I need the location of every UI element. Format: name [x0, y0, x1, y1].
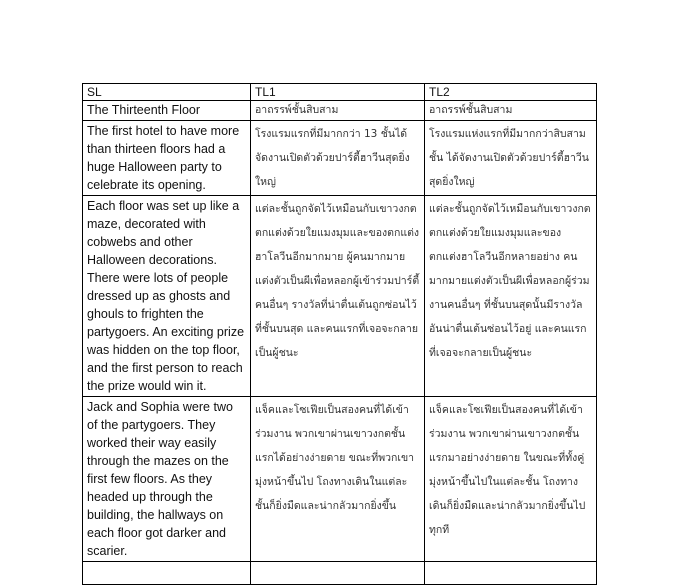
- sl-cell: The first hotel to have more than thirteen floors had a huge Halloween party to celebrate its opening.: [83, 121, 251, 196]
- tl1-cell: โรงแรมแรกที่มีมากกว่า 13 ชั้นได้จัดงานเปิดตัวด้วยปาร์ตี้ฮาวีนสุดยิ่งใหญ่: [251, 121, 425, 196]
- table-row: [83, 397, 597, 562]
- header-tl2: TL2: [425, 84, 597, 101]
- sl-cell: Jack and Sophia were two of the partygoers. They worked their way easily through the mazes on the first few floors. As they headed up through the building, the hallways on each floor got darker and scarier.: [83, 397, 251, 562]
- tl2-cell: อาถรรพ์ชั้นสิบสาม: [425, 101, 597, 121]
- header-sl: SL: [83, 84, 251, 101]
- header-row: [83, 84, 597, 101]
- table-row: [83, 196, 597, 397]
- table-row: [83, 121, 597, 196]
- sl-cell: Each floor was set up like a maze, decorated with cobwebs and other Halloween decorations. There were lots of people dressed up as ghosts and ghouls to frighten the partygoers. An exciting prize was hidden on the top floor, and the first person to reach the prize would win it.: [83, 196, 251, 397]
- tl2-cell: โรงแรมแห่งแรกที่มีมากกว่าสิบสามชั้น ได้จัดงานเปิดตัวด้วยปาร์ตี้ฮาวีนสุดยิ่งใหญ่: [425, 121, 597, 196]
- tl2-cell: แจ็คและโซเฟียเป็นสองคนที่ได้เข้าร่วมงาน พวกเขาผ่านเขาวงกตชั้นแรกมาอย่างง่ายดาย ในขณะที่ทั้งคู่มุ่งหน้าขึ้นไปในแต่ละชั้น โถงทางเดินก็ยิ่งมืดและน่ากลัวมากยิ่งขึ้นไปทุกที: [425, 397, 597, 562]
- table-row-partial: [83, 562, 597, 585]
- empty-cell: [83, 562, 251, 585]
- empty-cell: [425, 562, 597, 585]
- tl2-cell: แต่ละชั้นถูกจัดไว้เหมือนกับเขาวงกตตกแต่งด้วยใยแมงมุมและของตกแต่งฮาโลวีนอีกหลายอย่าง คนมากมายแต่งตัวเป็นผีเพื่อหลอกผู้ร่วมงานคนอื่นๆ ที่ชั้นบนสุดนั้นมีรางวัลอันน่าตื่นเต้นซ่อนไว้อยู่ และคนแรกที่เจอจะกลายเป็นผู้ชนะ: [425, 196, 597, 397]
- empty-cell: [251, 562, 425, 585]
- tl1-cell: แจ็คและโซเฟียเป็นสองคนที่ได้เข้าร่วมงาน พวกเขาผ่านเขาวงกตชั้นแรกได้อย่างง่ายดาย ขณะที่พวกเขามุ่งหน้าขึ้นไป โถงทางเดินในแต่ละชั้นก็ยิ่งมืดและน่ากลัวมากยิ่งขึ้น: [251, 397, 425, 562]
- tl1-cell: อาถรรพ์ชั้นสิบสาม: [251, 101, 425, 121]
- tl1-cell: แต่ละชั้นถูกจัดไว้เหมือนกับเขาวงกตตกแต่งด้วยใยแมงมุมและของตกแต่งฮาโลวีนอีกมากมาย ผู้คนมากมายแต่งตัวเป็นผีเพื่อหลอกผู้เข้าร่วมปาร์ตี้คนอื่นๆ รางวัลที่น่าตื่นเต้นถูกซ่อนไว้ที่ชั้นบนสุด และคนแรกที่เจอจะกลายเป็นผู้ชนะ: [251, 196, 425, 397]
- translation-table: [82, 83, 597, 585]
- table-row: [83, 101, 597, 121]
- header-tl1: TL1: [251, 84, 425, 101]
- sl-cell: The Thirteenth Floor: [83, 101, 251, 121]
